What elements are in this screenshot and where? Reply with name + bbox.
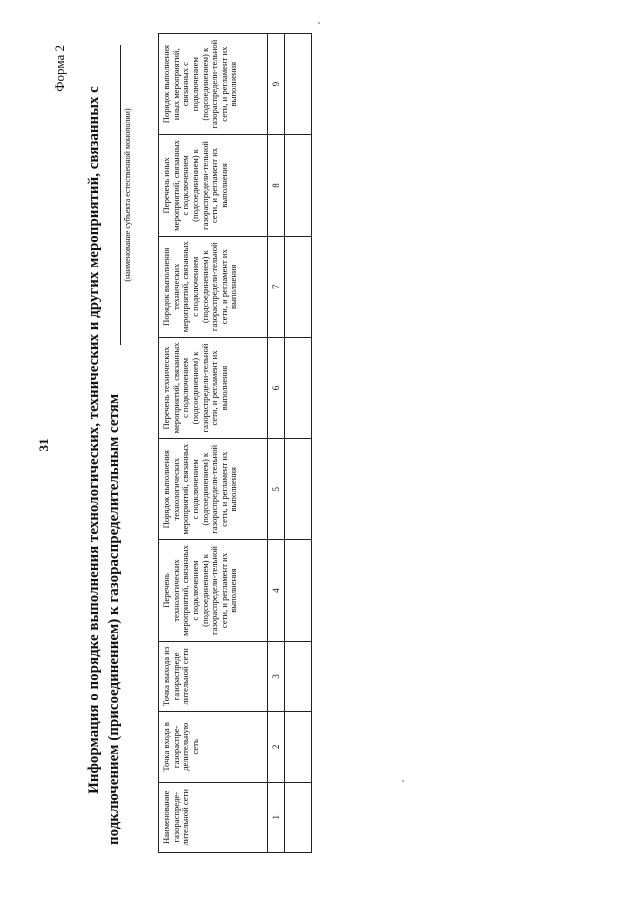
header-network-name: Наименование газораспреде-лительной сети: [159, 782, 268, 852]
column-number: 1: [268, 782, 285, 852]
table-cell: [285, 641, 312, 711]
header-entry-point: Точка входа в газораспре-делительную сеть: [159, 712, 268, 782]
form-label: Форма 2: [52, 45, 67, 92]
column-number: 3: [268, 641, 285, 711]
column-number: 8: [268, 135, 285, 236]
header-other-list: Перечень иных мероприятий, связанных с подключением (подсоединением) к газораспредели-тельной сети, и регламент их выполнения: [159, 135, 268, 236]
table-cell: [285, 712, 312, 782]
info-table: [158, 33, 312, 853]
header-exit-point: Точка выхода из газораспреде лительной сети: [159, 641, 268, 711]
scan-speck: [402, 780, 404, 782]
document-title-line-1: Информация о порядке выполнения технологических, технических и других мероприятий, связанных с: [86, 86, 102, 794]
column-number-row: [268, 34, 285, 853]
header-technological-procedure: Порядок выполнения технологических мероприятий, связанных с подключением (подсоединением) к газораспредели-тельной сети, и регламент их выполнения: [159, 439, 268, 540]
table-cell: [285, 782, 312, 852]
table-header-row: [159, 34, 268, 853]
header-technological-list: Перечень технологических мероприятий, связанных с подключением (подсоединением) к газораспредели-тельной сети, и регламент их выполнения: [159, 540, 268, 641]
header-technical-list: Перечень технических мероприятий, связанных с подключением (подсоединением) к газораспредели-тельной сети, и регламент их выполнения: [159, 337, 268, 438]
table-cell: [285, 135, 312, 236]
subject-name-caption: (наименование субъекта естественной монополии): [123, 108, 132, 282]
column-number: 6: [268, 337, 285, 438]
table-cell: [285, 34, 312, 135]
column-number: 9: [268, 34, 285, 135]
document-title-line-2: подключением (присоединением) к газораспределительным сетям: [106, 393, 122, 845]
table-cell: [285, 236, 312, 337]
column-number: 5: [268, 439, 285, 540]
table-cell: [285, 337, 312, 438]
header-other-procedure: Порядок выполнения иных мероприятий, связанных с подключением (подсоединением) к газораспредели-тельной сети, и регламент их выполнения: [159, 34, 268, 135]
subject-name-underline: [120, 45, 121, 345]
column-number: 2: [268, 712, 285, 782]
page-number: 31: [36, 438, 51, 452]
column-number: 7: [268, 236, 285, 337]
column-number: 4: [268, 540, 285, 641]
scan-speck: [318, 22, 320, 24]
table-cell: [285, 439, 312, 540]
table-cell: [285, 540, 312, 641]
empty-data-row: [285, 34, 312, 853]
header-technical-procedure: Порядок выполнения технических мероприятий, связанных с подключением (подсоединением) к газораспредели-тельной сети, и регламент их выполнения: [159, 236, 268, 337]
